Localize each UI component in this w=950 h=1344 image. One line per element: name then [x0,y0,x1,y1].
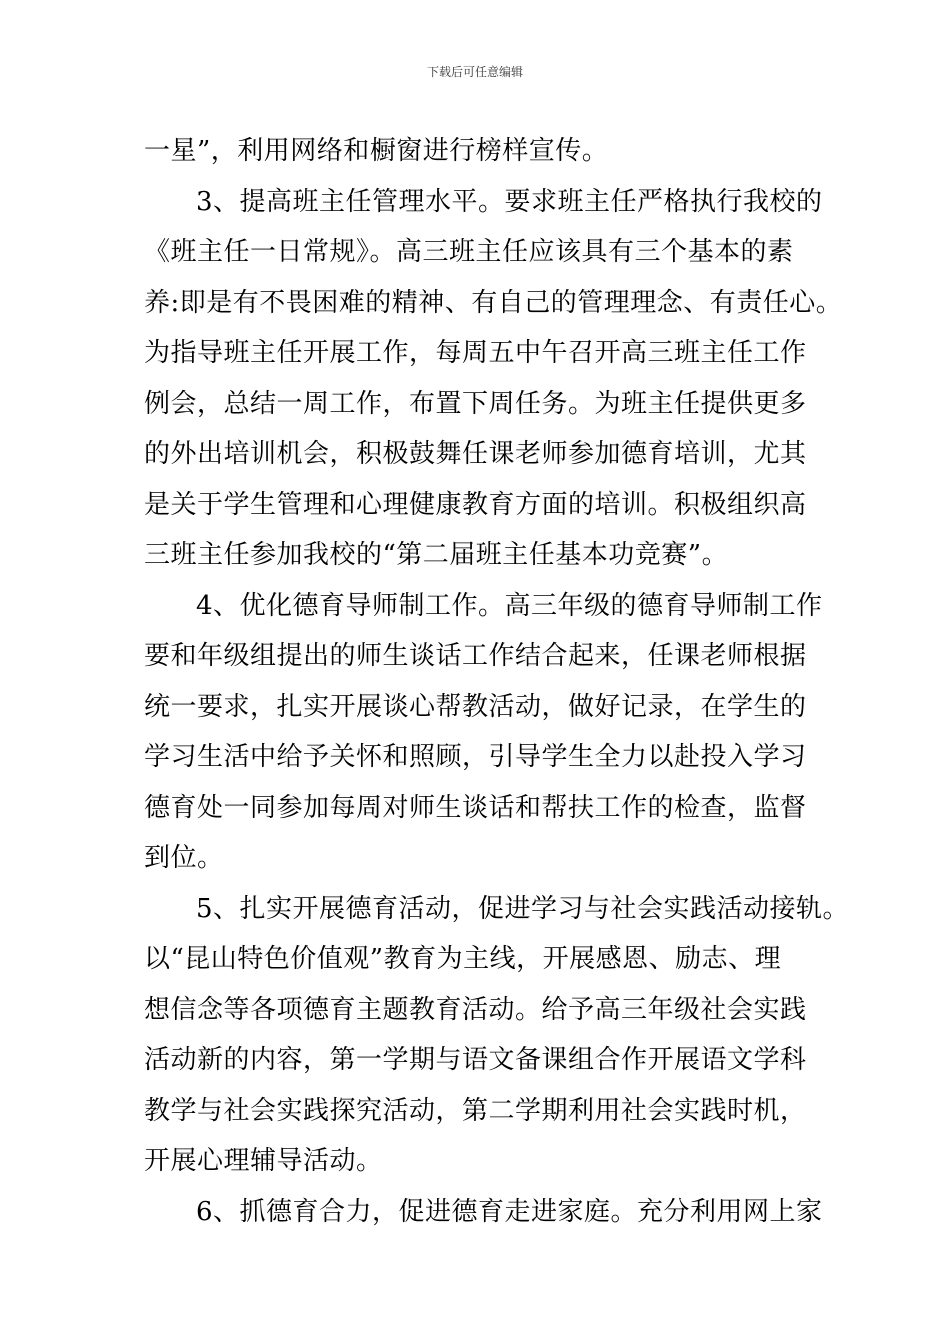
text-line-16: 5、扎实开展德育活动，促进学习与社会实践活动接轨。 [196,893,850,924]
text-line-2: 3、提高班主任管理水平。要求班主任严格执行我校的 [196,186,823,217]
text-line-1: 一星”，利用网络和橱窗进行榜样宣传。 [144,136,609,166]
text-line-18: 想信念等各项德育主题教育活动。给予高三年级社会实践 [144,994,807,1025]
document-body [144,126,850,1237]
text-line-5: 为指导班主任开展工作，每周五中午召开高三班主任工作 [144,338,807,368]
text-line-20: 教学与社会实践探究活动，第二学期利用社会实践时机， [144,1095,807,1126]
text-line-3: 《班主任一日常规》。高三班主任应该具有三个基本的素 [144,237,794,267]
text-line-12: 统一要求，扎实开展谈心帮教活动，做好记录，在学生的 [144,691,807,722]
text-line-14: 德育处一同参加每周对师生谈话和帮扶工作的检查，监督 [144,792,807,823]
text-line-4: 养:即是有不畏困难的精神、有自己的管理理念、有责任心。 [144,287,843,318]
text-line-15: 到位。 [144,843,224,873]
text-line-7: 的外出培训机会，积极鼓舞任课老师参加德育培训，尤其 [144,439,807,469]
text-line-8: 是关于学生管理和心理健康教育方面的培训。积极组织高 [144,489,807,520]
page-header: 下载后可任意编辑 [426,65,523,79]
text-line-6: 例会，总结一周工作，布置下周任务。为班主任提供更多 [144,388,807,419]
text-line-13: 学习生活中给予关怀和照顾，引导学生全力以赴投入学习 [144,742,807,772]
text-line-9: 三班主任参加我校的“第二届班主任基本功竞赛”。 [144,540,729,570]
text-line-11: 要和年级组提出的师生谈话工作结合起来，任课老师根据 [144,641,807,671]
text-line-22: 6、抓德育合力，促进德育走进家庭。充分利用网上家 [196,1196,823,1227]
text-line-21: 开展心理辅导活动。 [144,1146,383,1176]
text-line-10: 4、优化德育导师制工作。高三年级的德育导师制工作 [196,590,823,621]
text-line-17: 以“昆山特色价值观”教育为主线，开展感恩、励志、理 [144,944,782,974]
text-line-19: 活动新的内容，第一学期与语文备课组合作开展语文学科 [144,1045,807,1075]
